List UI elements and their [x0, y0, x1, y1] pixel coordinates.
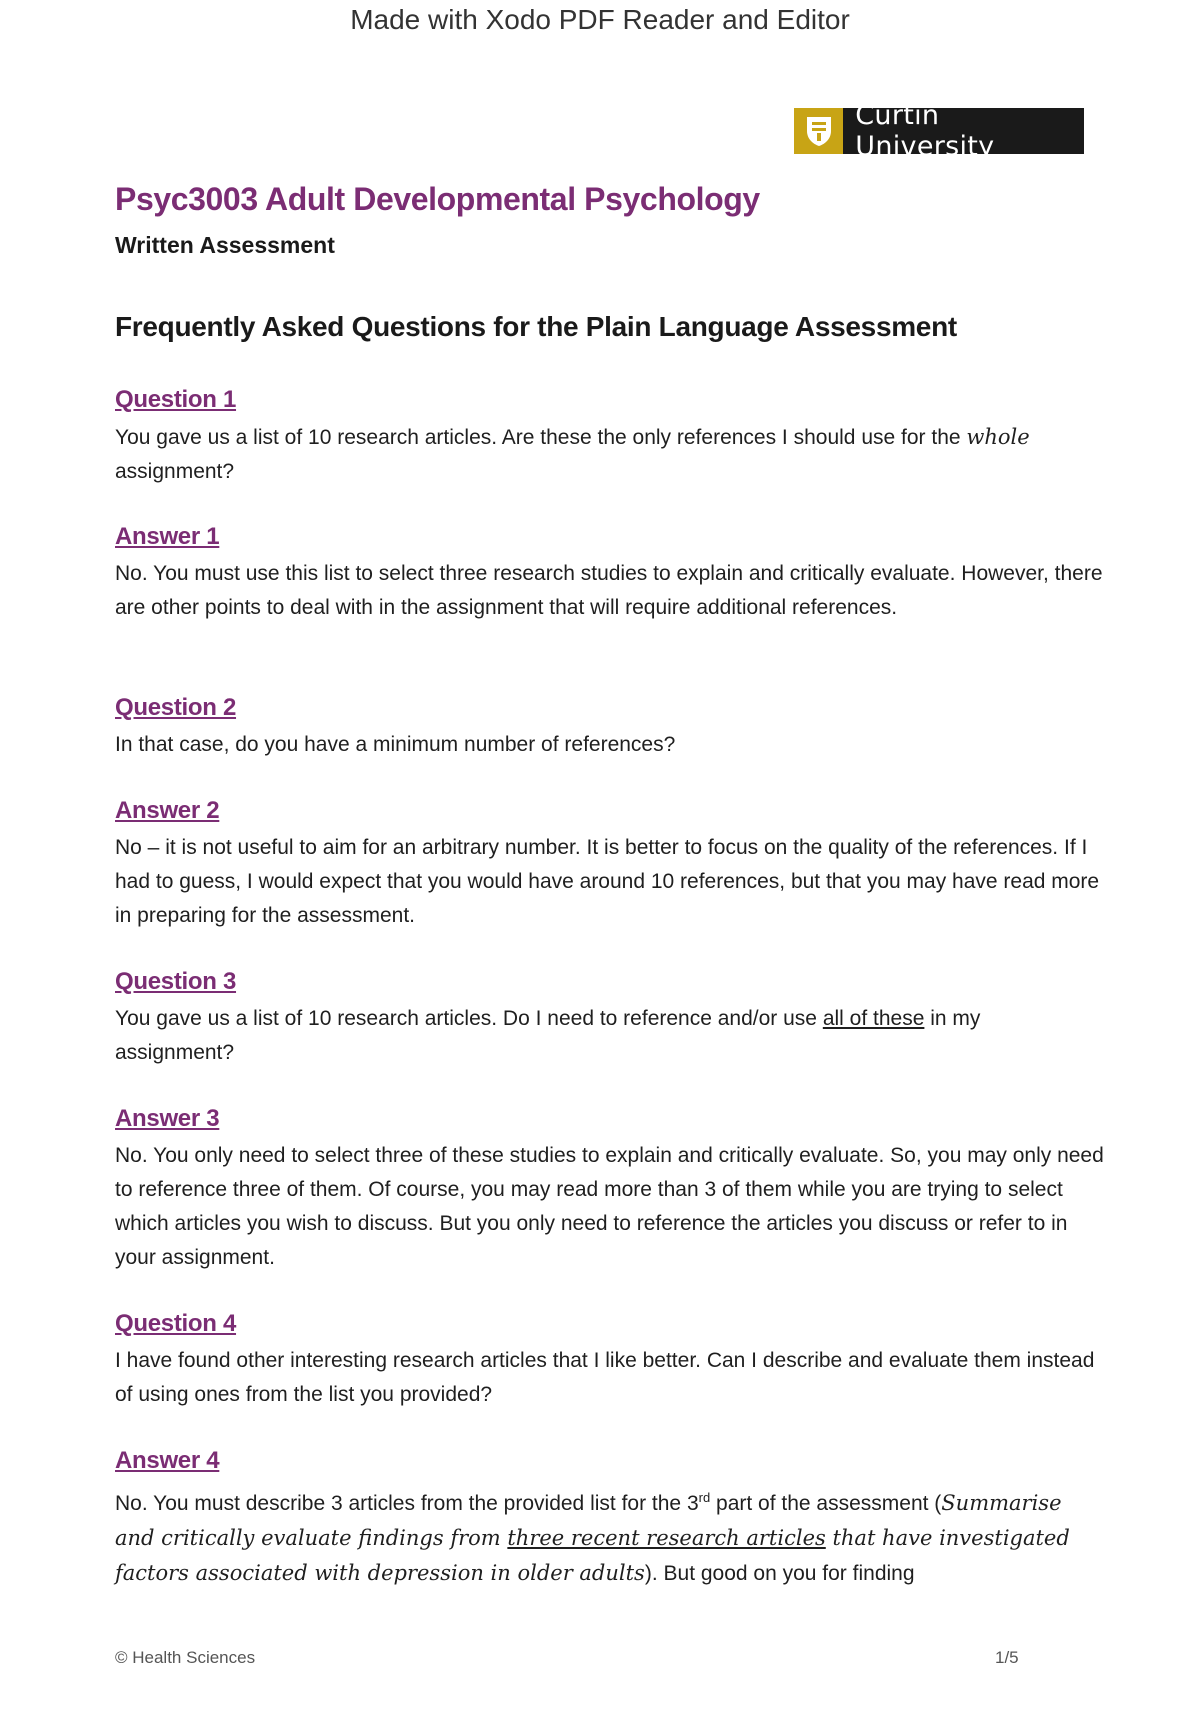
answer-2-label: Answer 2 [115, 797, 220, 824]
footer-copyright: © Health Sciences [115, 1648, 256, 1667]
question-4-text: I have found other interesting research articles that I like better. Can I describe and evaluate them instead of using ones from the list you provided? [115, 1349, 1095, 1406]
page-number: 1/5 [995, 1648, 1019, 1667]
answer-3-label: Answer 3 [115, 1105, 220, 1132]
watermark: Made with Xodo PDF Reader and Editor [350, 4, 850, 35]
answer-1-label: Answer 1 [115, 523, 220, 550]
question-1-text: You gave us a list of 10 research articles. Are these the only references I should use for the whole assignment? [115, 425, 1030, 483]
answer-2-text: No – it is not useful to aim for an arbitrary number. It is better to focus on the quality of the references. If I had to guess, I would expect that you would have around 10 references, but that you may have read more in preparing for the assessment. [115, 836, 1100, 927]
answer-1-text: No. You must use this list to select three research studies to explain and critically evaluate. However, there are other points to deal with in the assignment that will require additional references. [115, 562, 1103, 619]
logo-text: Curtin University [855, 100, 995, 162]
page-title: Psyc3003 Adult Developmental Psychology [115, 181, 760, 217]
curtin-logo [794, 100, 1084, 162]
answer-4-text: No. You must describe 3 articles from the provided list for the 3rd part of the assessment (Summarise and critically evaluate findings from three recent research articles that have investigated factors associated with depression in older adults). But good on you for finding [115, 1490, 1070, 1585]
faq-heading: Frequently Asked Questions for the Plain Language Assessment [115, 311, 957, 342]
answer-4-label: Answer 4 [115, 1447, 220, 1474]
question-3-text: You gave us a list of 10 research articles. Do I need to reference and/or use all of these in my assignment? [115, 1007, 981, 1064]
question-3-label: Question 3 [115, 968, 237, 995]
answer-3-text: No. You only need to select three of these studies to explain and critically evaluate. So, you may only need to reference three of them. Of course, you may read more than 3 of them while you are trying to select which articles you wish to discuss. But you only need to reference the articles you discuss or refer to in your assignment. [115, 1144, 1104, 1269]
question-2-label: Question 2 [115, 694, 237, 721]
question-1-label: Question 1 [115, 386, 237, 413]
question-2-text: In that case, do you have a minimum number of references? [115, 733, 676, 756]
page-subtitle: Written Assessment [115, 232, 335, 258]
question-4-label: Question 4 [115, 1310, 237, 1337]
curtin-crest-icon [794, 108, 843, 154]
